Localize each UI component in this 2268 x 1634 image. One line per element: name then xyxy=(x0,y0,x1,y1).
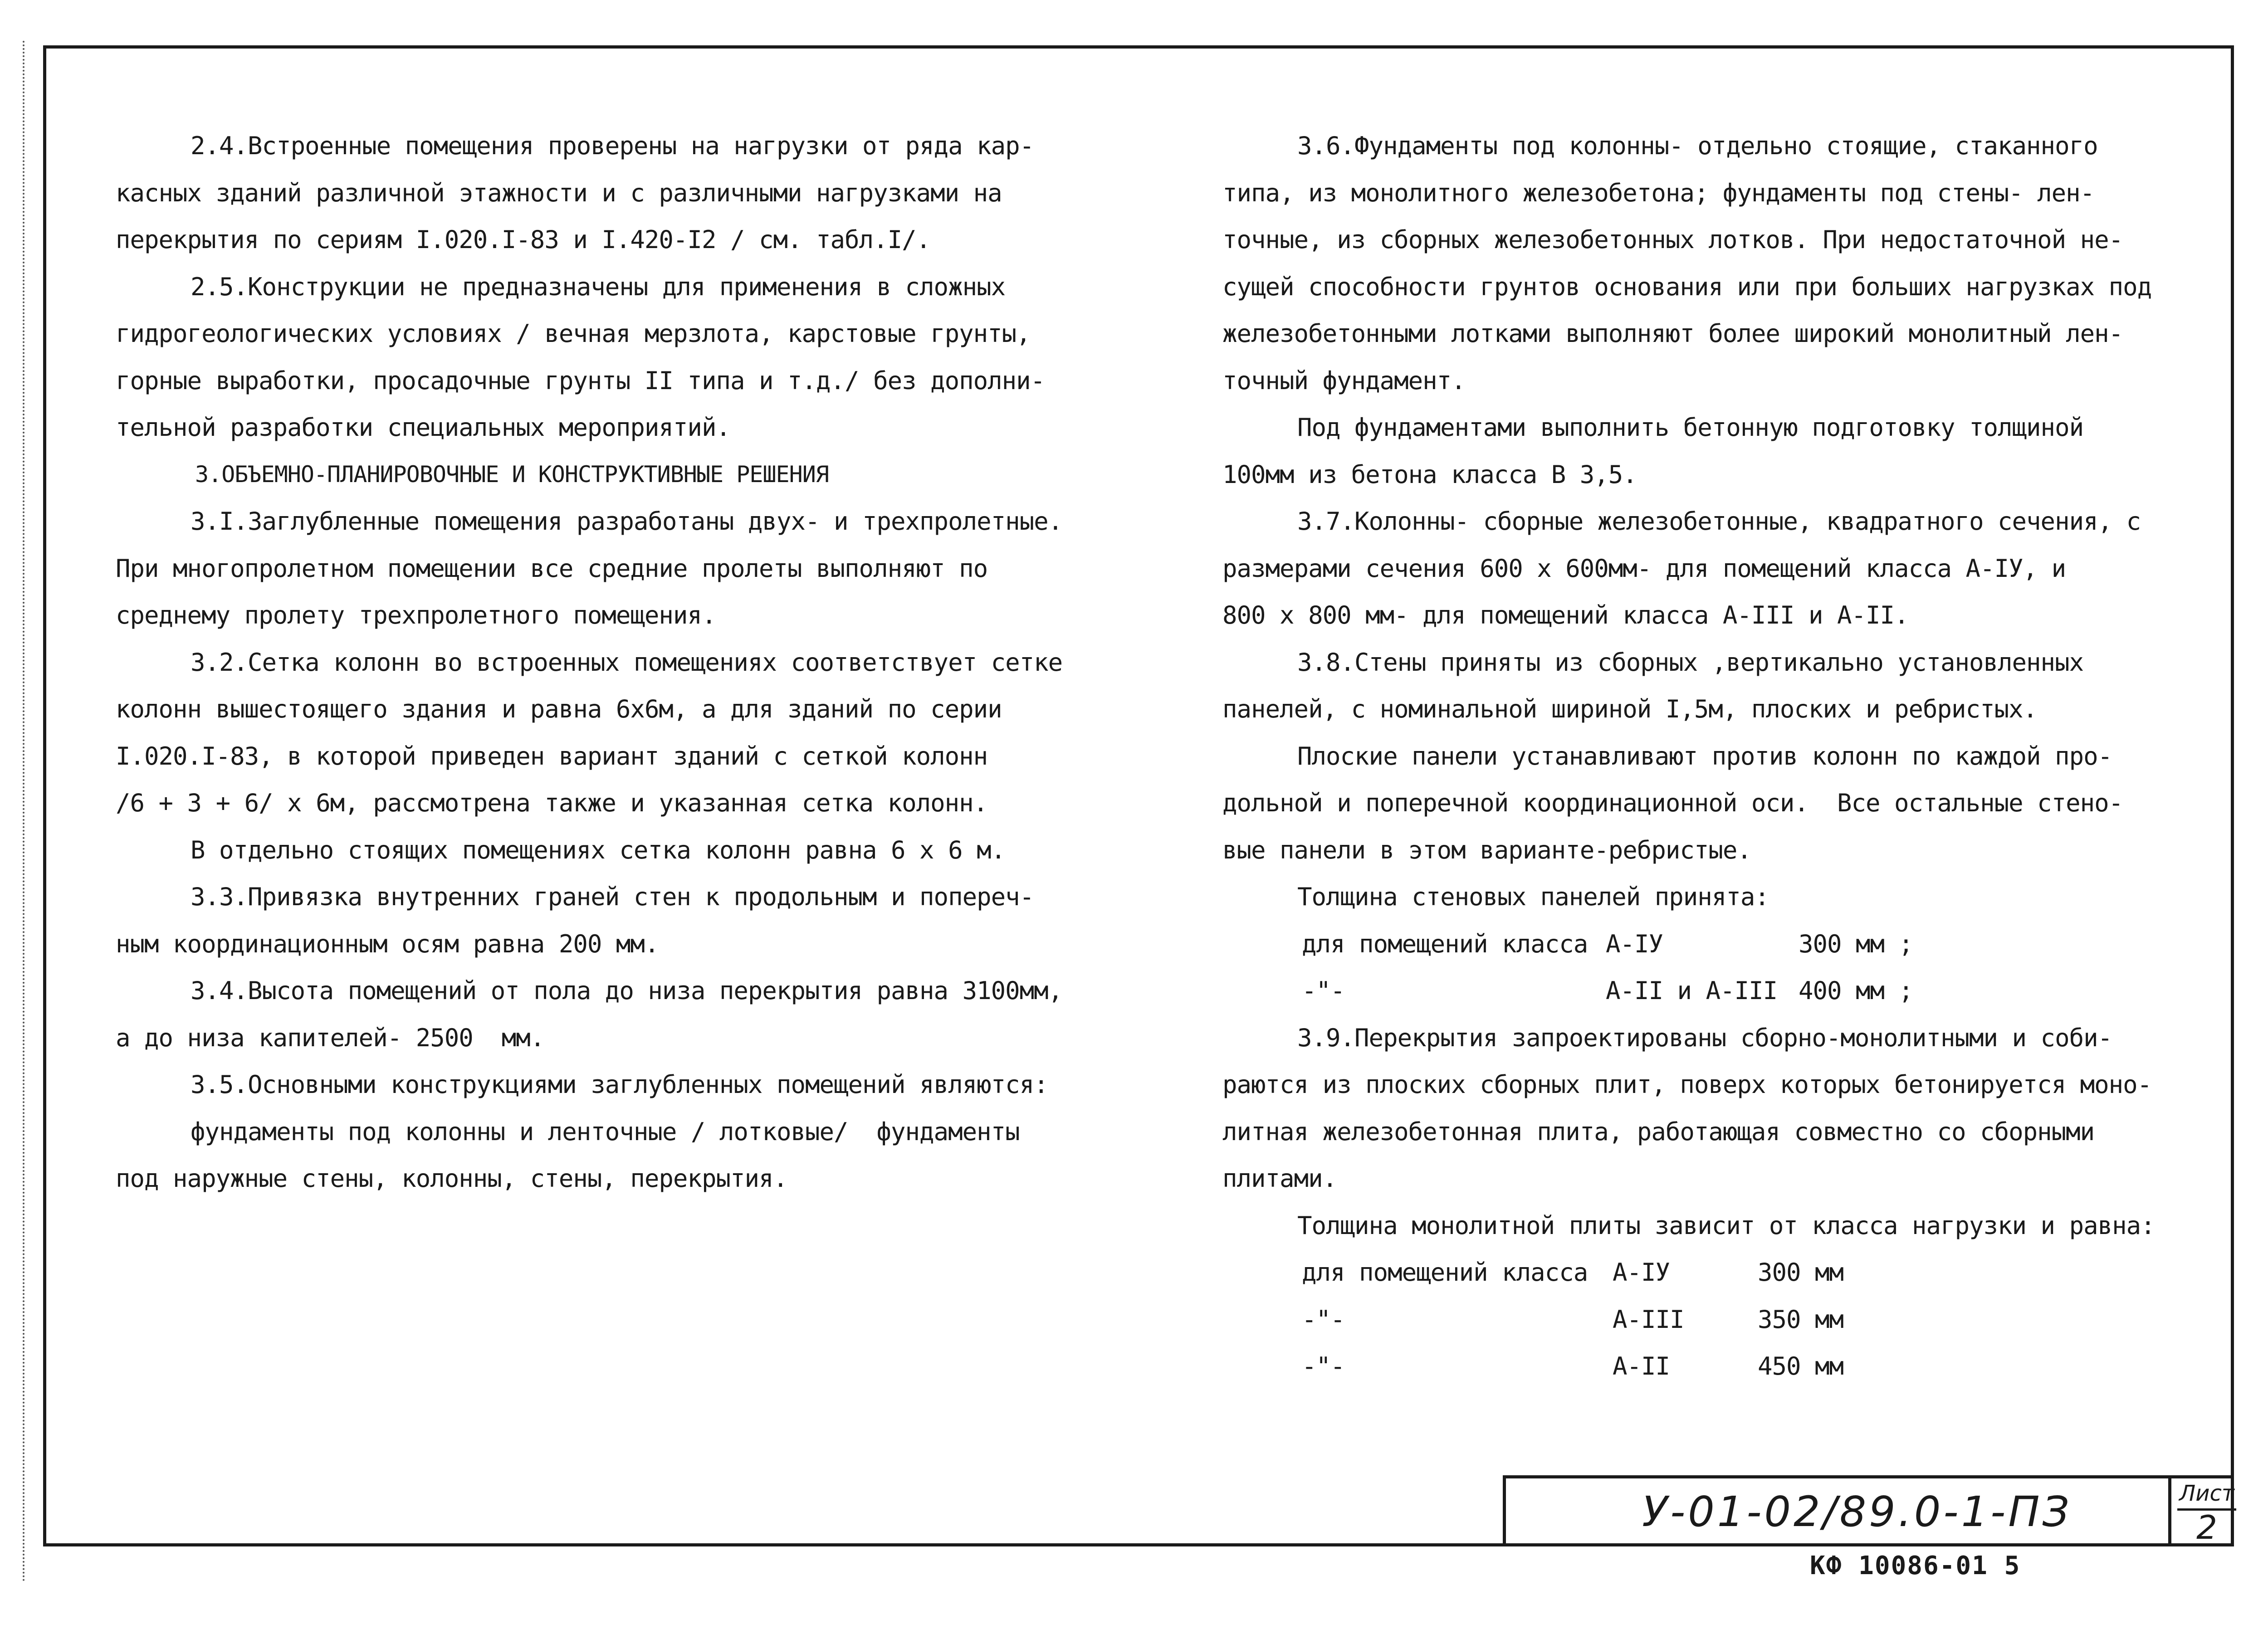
text-line: точные, из сборных железобетонных лотков. При недостаточной не- xyxy=(1222,225,2123,254)
text-line: вые панели в этом варианте-ребристые. xyxy=(1222,835,1751,864)
title-block xyxy=(1503,1475,2234,1546)
text-line: 100мм из бетона класса В 3,5. xyxy=(1222,460,1637,489)
text-line: гидрогеологических условиях / вечная мерзлота, карстовые грунты, xyxy=(116,319,1031,348)
text-line: 3.I.Заглубленные помещения разработаны двух- и трехпролетные. xyxy=(191,507,1063,536)
text-line: Толщина монолитной плиты зависит от класса нагрузки и равна: xyxy=(1297,1211,2155,1240)
table-cell-label: для помещений класса xyxy=(1302,1258,1588,1287)
text-line: ным координационным осям равна 200 мм. xyxy=(116,929,659,958)
sheet-label: Лист xyxy=(2177,1478,2236,1511)
binding-edge-marks xyxy=(23,41,27,1583)
text-line: 2.4.Встроенные помещения проверены на нагрузки от ряда кар- xyxy=(191,132,1034,160)
text-line: тельной разработки специальных мероприятий. xyxy=(116,413,730,442)
archive-stamp: КФ 10086-01 5 xyxy=(1810,1551,2021,1580)
text-line: дольной и поперечной координационной оси. Все остальные стено- xyxy=(1222,789,2123,817)
text-line: В отдельно стоящих помещениях сетка колонн равна 6 х 6 м. xyxy=(191,835,1006,864)
text-line: I.020.I-83, в которой приведен вариант зданий с сеткой колонн xyxy=(116,741,988,771)
document-designation: У-01-02/89.0-1-ПЗ xyxy=(1642,1488,2072,1536)
table-row xyxy=(1222,1296,2193,1343)
table-cell-class: А-IУ xyxy=(1606,929,1663,958)
table-row xyxy=(1222,921,2193,968)
right-text-column xyxy=(1222,122,2193,1390)
table-row xyxy=(1222,967,2193,1015)
text-line: Толщина стеновых панелей принята: xyxy=(1297,883,1769,911)
text-line: 3.8.Стены приняты из сборных ,вертикально установленных xyxy=(1297,648,2084,677)
text-line: типа, из монолитного железобетона; фундаменты под стены- лен- xyxy=(1222,178,2095,207)
text-line: 800 х 800 мм- для помещений класса А-III и А-II. xyxy=(1222,601,1909,629)
table-cell-value: 350 мм xyxy=(1758,1305,1844,1334)
table-cell-label: -"- xyxy=(1302,1305,1345,1334)
text-line: перекрытия по сериям I.020.I-83 и I.420-I2 / см. табл.I/. xyxy=(116,225,931,254)
text-line: 3.2.Сетка колонн во встроенных помещениях соответствует сетке xyxy=(191,648,1063,677)
table-cell-value: 300 мм xyxy=(1758,1258,1844,1287)
text-line: а до низа капителей- 2500 мм. xyxy=(116,1023,545,1052)
text-line: размерами сечения 600 х 600мм- для помещений класса А-IУ, и xyxy=(1222,554,2066,583)
text-line: касных зданий различной этажности и с различными нагрузками на xyxy=(116,178,1002,207)
text-line: среднему пролету трехпролетного помещения. xyxy=(116,601,716,629)
table-cell-class: А-II xyxy=(1613,1352,1670,1380)
left-text-column xyxy=(116,122,1136,1202)
text-line: 3.4.Высота помещений от пола до низа перекрытия равна 3100мм, xyxy=(191,976,1063,1005)
text-line: Плоские панели устанавливают против колонн по каждой про- xyxy=(1297,741,2112,771)
text-line: под наружные стены, колонны, стены, перекрытия. xyxy=(116,1164,788,1193)
table-cell-value: 450 мм xyxy=(1758,1352,1844,1380)
section-heading: 3.ОБЪЕМНО-ПЛАНИРОВОЧНЫЕ И КОНСТРУКТИВНЫЕ РЕШЕНИЯ xyxy=(195,461,829,488)
table-row xyxy=(1222,1343,2193,1390)
text-line: панелей, с номинальной шириной I,5м, плоских и ребристых. xyxy=(1222,695,2038,723)
text-line: сущей способности грунтов основания или при больших нагрузках под xyxy=(1222,272,2152,301)
text-line: фундаменты под колонны и ленточные / лотковые/ фундаменты xyxy=(191,1117,1020,1146)
table-cell-label: -"- xyxy=(1302,1352,1345,1380)
text-line: плитами. xyxy=(1222,1164,1337,1193)
table-row xyxy=(1222,1249,2193,1296)
table-cell-class: А-III xyxy=(1613,1305,1684,1334)
text-line: горные выработки, просадочные грунты II типа и т.д./ без дополни- xyxy=(116,366,1045,395)
text-line: 3.9.Перекрытия запроектированы сборно-монолитными и соби- xyxy=(1297,1023,2112,1052)
table-cell-label: для помещений класса xyxy=(1302,929,1588,958)
table-cell-label: -"- xyxy=(1302,976,1345,1005)
sheet-number: 2 xyxy=(2196,1508,2217,1546)
text-line: раются из плоских сборных плит, поверх которых бетонируется моно- xyxy=(1222,1070,2152,1099)
text-line: 3.5.Основными конструкциями заглубленных помещений являются: xyxy=(191,1070,1048,1099)
table-cell-value: 400 мм ; xyxy=(1799,976,1913,1005)
text-line: 3.3.Привязка внутренних граней стен к продольным и попереч- xyxy=(191,883,1034,911)
text-line: 3.6.Фундаменты под колонны- отдельно стоящие, стаканного xyxy=(1297,132,2098,160)
table-cell-class: А-IУ xyxy=(1613,1258,1670,1287)
text-line: 3.7.Колонны- сборные железобетонные, квадратного сечения, с xyxy=(1297,507,2141,536)
text-line: /6 + 3 + 6/ х 6м, рассмотрена также и указанная сетка колонн. xyxy=(116,789,988,817)
text-line: точный фундамент. xyxy=(1222,366,1466,395)
text-line: литная железобетонная плита, работающая совместно со сборными xyxy=(1222,1117,2095,1146)
table-cell-value: 300 мм ; xyxy=(1799,929,1913,958)
table-cell-class: А-II и А-III xyxy=(1606,976,1778,1005)
text-line: железобетонными лотками выполняют более широкий монолитный лен- xyxy=(1222,319,2123,348)
text-line: 2.5.Конструкции не предназначены для применения в сложных xyxy=(191,272,1006,301)
title-block-divider xyxy=(2168,1478,2171,1546)
text-line: Под фундаментами выполнить бетонную подготовку толщиной xyxy=(1297,413,2084,442)
text-line: колонн вышестоящего здания и равна 6х6м, а для зданий по серии xyxy=(116,695,1002,723)
text-line: При многопролетном помещении все средние пролеты выполняют по xyxy=(116,554,988,583)
